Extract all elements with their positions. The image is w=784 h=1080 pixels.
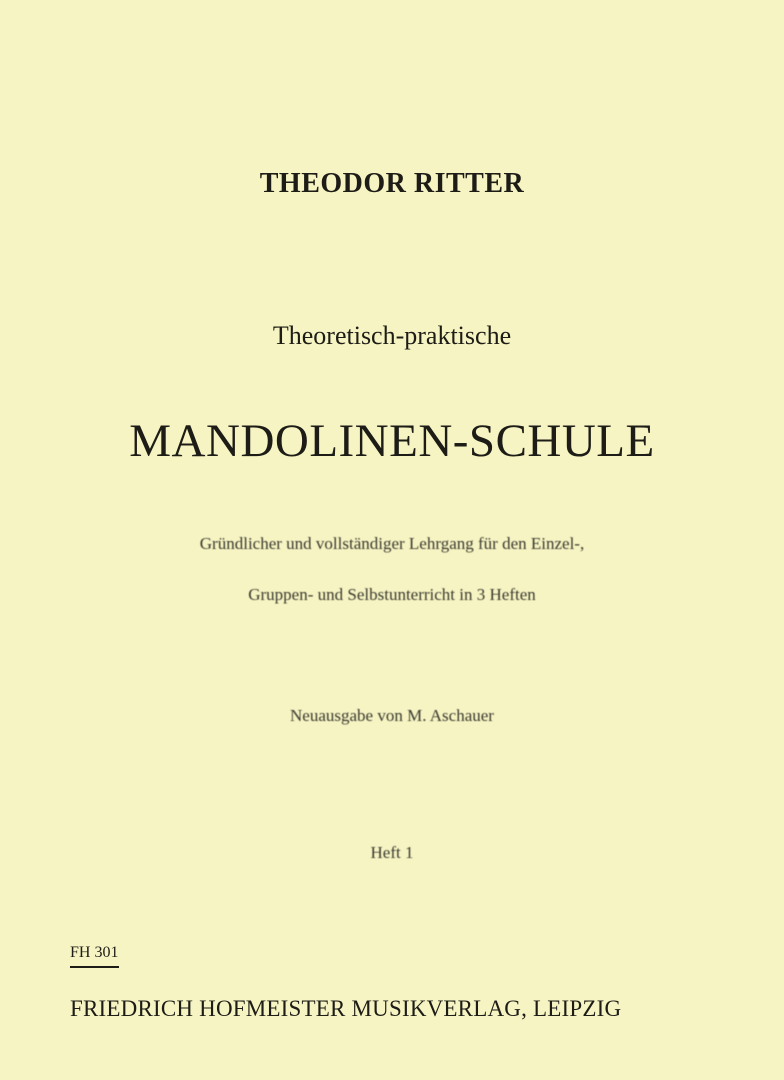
publisher-name: FRIEDRICH HOFMEISTER MUSIKVERLAG, LEIPZIG: [70, 996, 622, 1021]
book-title: MANDOLINEN-SCHULE: [129, 415, 655, 467]
editor-credit: Neuausgabe von M. Aschauer: [290, 706, 494, 725]
volume-label: Heft 1: [370, 843, 414, 862]
subtitle: Theoretisch-praktische: [272, 321, 512, 350]
description-line-2: Gruppen- und Selbstunterricht in 3 Heften: [248, 585, 536, 604]
author-name: THEODOR RITTER: [259, 168, 525, 199]
description-line-1: Gründlicher und vollständiger Lehrgang für den Einzel-,: [199, 534, 585, 553]
catalog-number: FH 301: [70, 942, 119, 968]
